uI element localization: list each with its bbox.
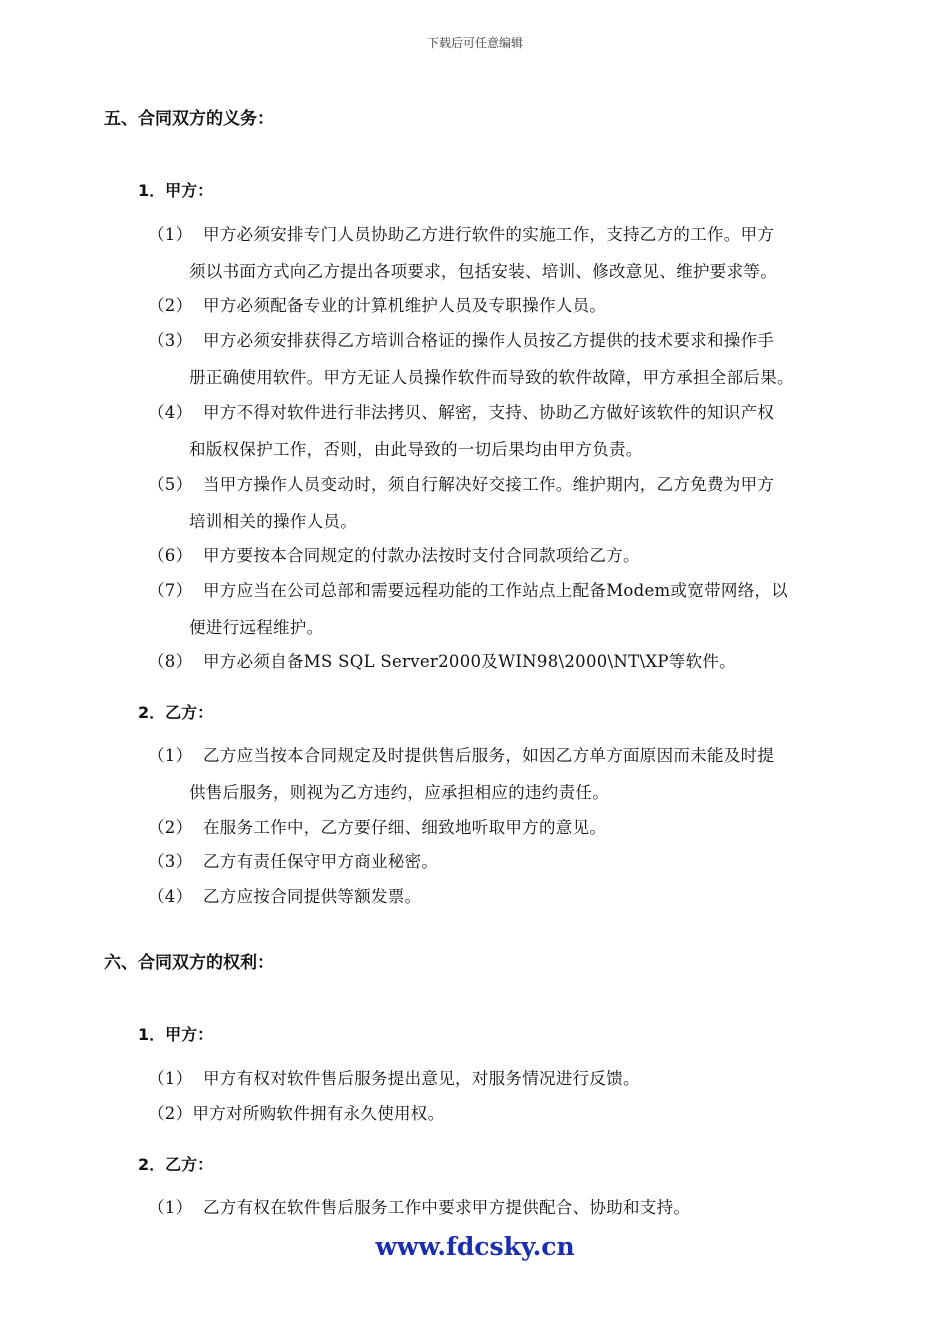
item-text-continued: 须以书面方式向乙方提出各项要求，包括安装、培训、修改意见、维护要求等。	[189, 262, 777, 281]
item-text: （2）甲方对所购软件拥有永久使用权。	[148, 1104, 445, 1123]
item-text: 甲方不得对软件进行非法拷贝、解密，支持、协助乙方做好该软件的知识产权	[203, 403, 775, 422]
item-number: （6）	[148, 546, 193, 565]
item-number: （5）	[148, 475, 193, 494]
obligation-a-8	[148, 643, 868, 680]
item-text: 乙方有责任保守甲方商业秘密。	[203, 852, 439, 871]
item-text: 当甲方操作人员变动时，须自行解决好交接工作。维护期内，乙方免费为甲方	[203, 475, 775, 494]
obligation-b-3	[148, 843, 868, 880]
item-text: 在服务工作中，乙方要仔细、细致地听取甲方的意见。	[203, 818, 607, 837]
section-6-party-b-title: 2．乙方：	[138, 1155, 214, 1174]
obligation-a-1	[148, 216, 868, 290]
item-text: 乙方有权在软件售后服务工作中要求甲方提供配合、协助和支持。	[203, 1198, 691, 1217]
item-text: 乙方应按合同提供等额发票。	[203, 887, 422, 906]
item-text: 甲方要按本合同规定的付款办法按时支付合同款项给乙方。	[203, 546, 640, 565]
obligation-a-5	[148, 466, 868, 540]
item-text: 甲方必须安排获得乙方培训合格证的操作人员按乙方提供的技术要求和操作手	[203, 331, 775, 350]
item-number: （3）	[148, 331, 193, 350]
item-number: （1）	[148, 746, 193, 765]
obligation-b-1	[148, 737, 868, 811]
obligation-a-2	[148, 287, 868, 324]
section-5-party-a-title: 1．甲方：	[138, 181, 214, 200]
item-number: （2）	[148, 818, 193, 837]
section-6-party-a-title: 1．甲方：	[138, 1025, 214, 1044]
footer-website-link[interactable]: www.fdcsky.cn	[375, 1232, 575, 1261]
right-a-1	[148, 1060, 868, 1097]
obligation-a-4	[148, 394, 868, 468]
obligation-a-6	[148, 537, 868, 574]
right-a-2	[148, 1095, 868, 1132]
obligation-b-2	[148, 809, 868, 846]
item-text: 甲方有权对软件售后服务提出意见，对服务情况进行反馈。	[203, 1069, 640, 1088]
item-text: 甲方必须安排专门人员协助乙方进行软件的实施工作，支持乙方的工作。甲方	[203, 225, 775, 244]
item-text-continued: 便进行远程维护。	[189, 618, 324, 637]
item-number: （3）	[148, 852, 193, 871]
obligation-a-7	[148, 572, 868, 646]
item-text: 甲方必须配备专业的计算机维护人员及专职操作人员。	[203, 296, 607, 315]
item-text-continued: 和版权保护工作，否则，由此导致的一切后果均由甲方负责。	[189, 440, 643, 459]
item-text-continued: 供售后服务，则视为乙方违约，应承担相应的违约责任。	[189, 783, 609, 802]
section-5-title: 五、合同双方的义务：	[104, 109, 274, 129]
obligation-a-3	[148, 322, 868, 396]
item-number: （4）	[148, 403, 193, 422]
item-number: （1）	[148, 1069, 193, 1088]
item-text: 乙方应当按本合同规定及时提供售后服务，如因乙方单方面原因而未能及时提	[203, 746, 775, 765]
item-number: （2）	[148, 296, 193, 315]
item-text: 甲方应当在公司总部和需要远程功能的工作站点上配备Modem或宽带网络，以	[203, 581, 789, 600]
page-header: 下载后可任意编辑	[426, 36, 523, 50]
obligation-b-4	[148, 878, 868, 915]
item-number: （8）	[148, 652, 193, 671]
item-number: （1）	[148, 1198, 193, 1217]
section-6-title: 六、合同双方的权利：	[104, 953, 274, 973]
item-text: 甲方必须自备MS SQL Server2000及WIN98\2000\NT\XP等软件。	[203, 652, 736, 671]
item-text-continued: 册正确使用软件。甲方无证人员操作软件而导致的软件故障，甲方承担全部后果。	[189, 368, 794, 387]
item-number: （4）	[148, 887, 193, 906]
right-b-1	[148, 1189, 868, 1226]
item-number: （1）	[148, 225, 193, 244]
item-text-continued: 培训相关的操作人员。	[189, 512, 357, 531]
item-number: （7）	[148, 581, 193, 600]
section-5-party-b-title: 2．乙方：	[138, 703, 214, 722]
